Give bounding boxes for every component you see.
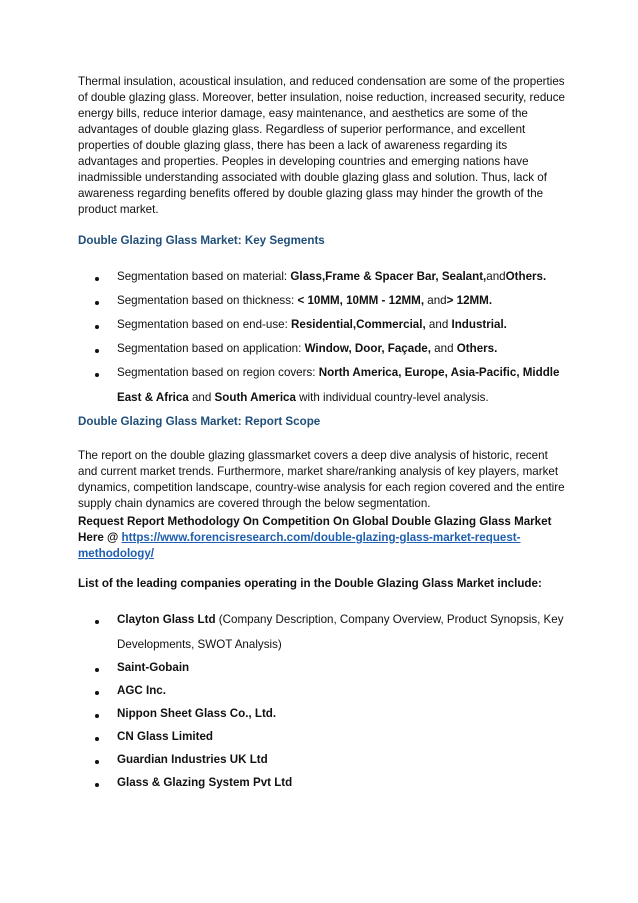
document-page — [78, 74, 566, 798]
bullet-icon — [95, 620, 99, 624]
companies-heading: List of the leading companies operating in the Double Glazing Glass Market include: — [78, 577, 542, 590]
list-item: Glass & Glazing System Pvt Ltd — [78, 775, 566, 791]
key-segments-heading: Double Glazing Glass Market: Key Segments — [78, 234, 325, 247]
request-methodology-link-cont[interactable]: methodology/ — [78, 547, 154, 560]
bullet-icon — [95, 277, 99, 281]
bullet-icon — [95, 301, 99, 305]
report-scope-heading: Double Glazing Glass Market: Report Scope — [78, 415, 321, 428]
list-item: Segmentation based on thickness: < 10MM, 10MM - 12MM, and> 12MM. — [78, 293, 566, 309]
request-methodology: Request Report Methodology On Competition On Global Double Glazing Glass Market Here @ https://www.forencisresearch.com/double-glazing-glass-market-request- methodology/ — [78, 515, 552, 560]
intro-paragraph: Thermal insulation, acoustical insulation, and reduced condensation are some of the properties of double glazing glass. Moreover, better insulation, noise reduction, increased security, reduce energy bills, reduce interior damage, easy maintenance, and aesthetics are some of the advantages of double glazing glass. Regardless of superior performance, and excellent properties of double glazing glass, there has been a lack of awareness regarding its advantages and properties. Peoples in developing countries and emerging nations have inadmissible understanding associated with double glazing glass and solution. Thus, lack of awareness regarding benefits offered by double glazing glass may hinder the growth of the product market. — [78, 75, 565, 216]
bullet-icon — [95, 373, 99, 377]
bullet-icon — [95, 714, 99, 718]
list-item: Saint-Gobain — [78, 660, 566, 676]
scope-paragraph: The report on the double glazing glassmarket covers a deep dive analysis of historic, recent and current market trends. Furthermore, market share/ranking analysis of key players, market dynamics, competition landscape, country-wise analysis for each region covered and the entire supply chain dynamics are covered through the below segmentation. — [78, 449, 565, 510]
bullet-icon — [95, 783, 99, 787]
bullet-icon — [95, 737, 99, 741]
list-item: Nippon Sheet Glass Co., Ltd. — [78, 706, 566, 722]
list-item: Segmentation based on application: Window, Door, Façade, and Others. — [78, 341, 566, 357]
list-item: AGC Inc. — [78, 683, 566, 699]
request-methodology-link[interactable]: https://www.forencisresearch.com/double-glazing-glass-market-request- — [121, 531, 521, 544]
list-item: Segmentation based on region covers: North America, Europe, Asia-Pacific, Middle East & Africa and South America with individual country-level analysis. — [78, 365, 566, 406]
companies-list — [78, 612, 566, 791]
bullet-icon — [95, 349, 99, 353]
list-item: Clayton Glass Ltd (Company Description, Company Overview, Product Synopsis, Key Developments, SWOT Analysis) — [78, 612, 566, 653]
list-item: CN Glass Limited — [78, 729, 566, 745]
list-item: Segmentation based on end-use: Residential,Commercial, and Industrial. — [78, 317, 566, 333]
bullet-icon — [95, 325, 99, 329]
list-item: Segmentation based on material: Glass,Frame & Spacer Bar, Sealant,andOthers. — [78, 269, 566, 285]
bullet-icon — [95, 760, 99, 764]
list-item: Guardian Industries UK Ltd — [78, 752, 566, 768]
bullet-icon — [95, 668, 99, 672]
bullet-icon — [95, 691, 99, 695]
segments-list — [78, 269, 566, 406]
